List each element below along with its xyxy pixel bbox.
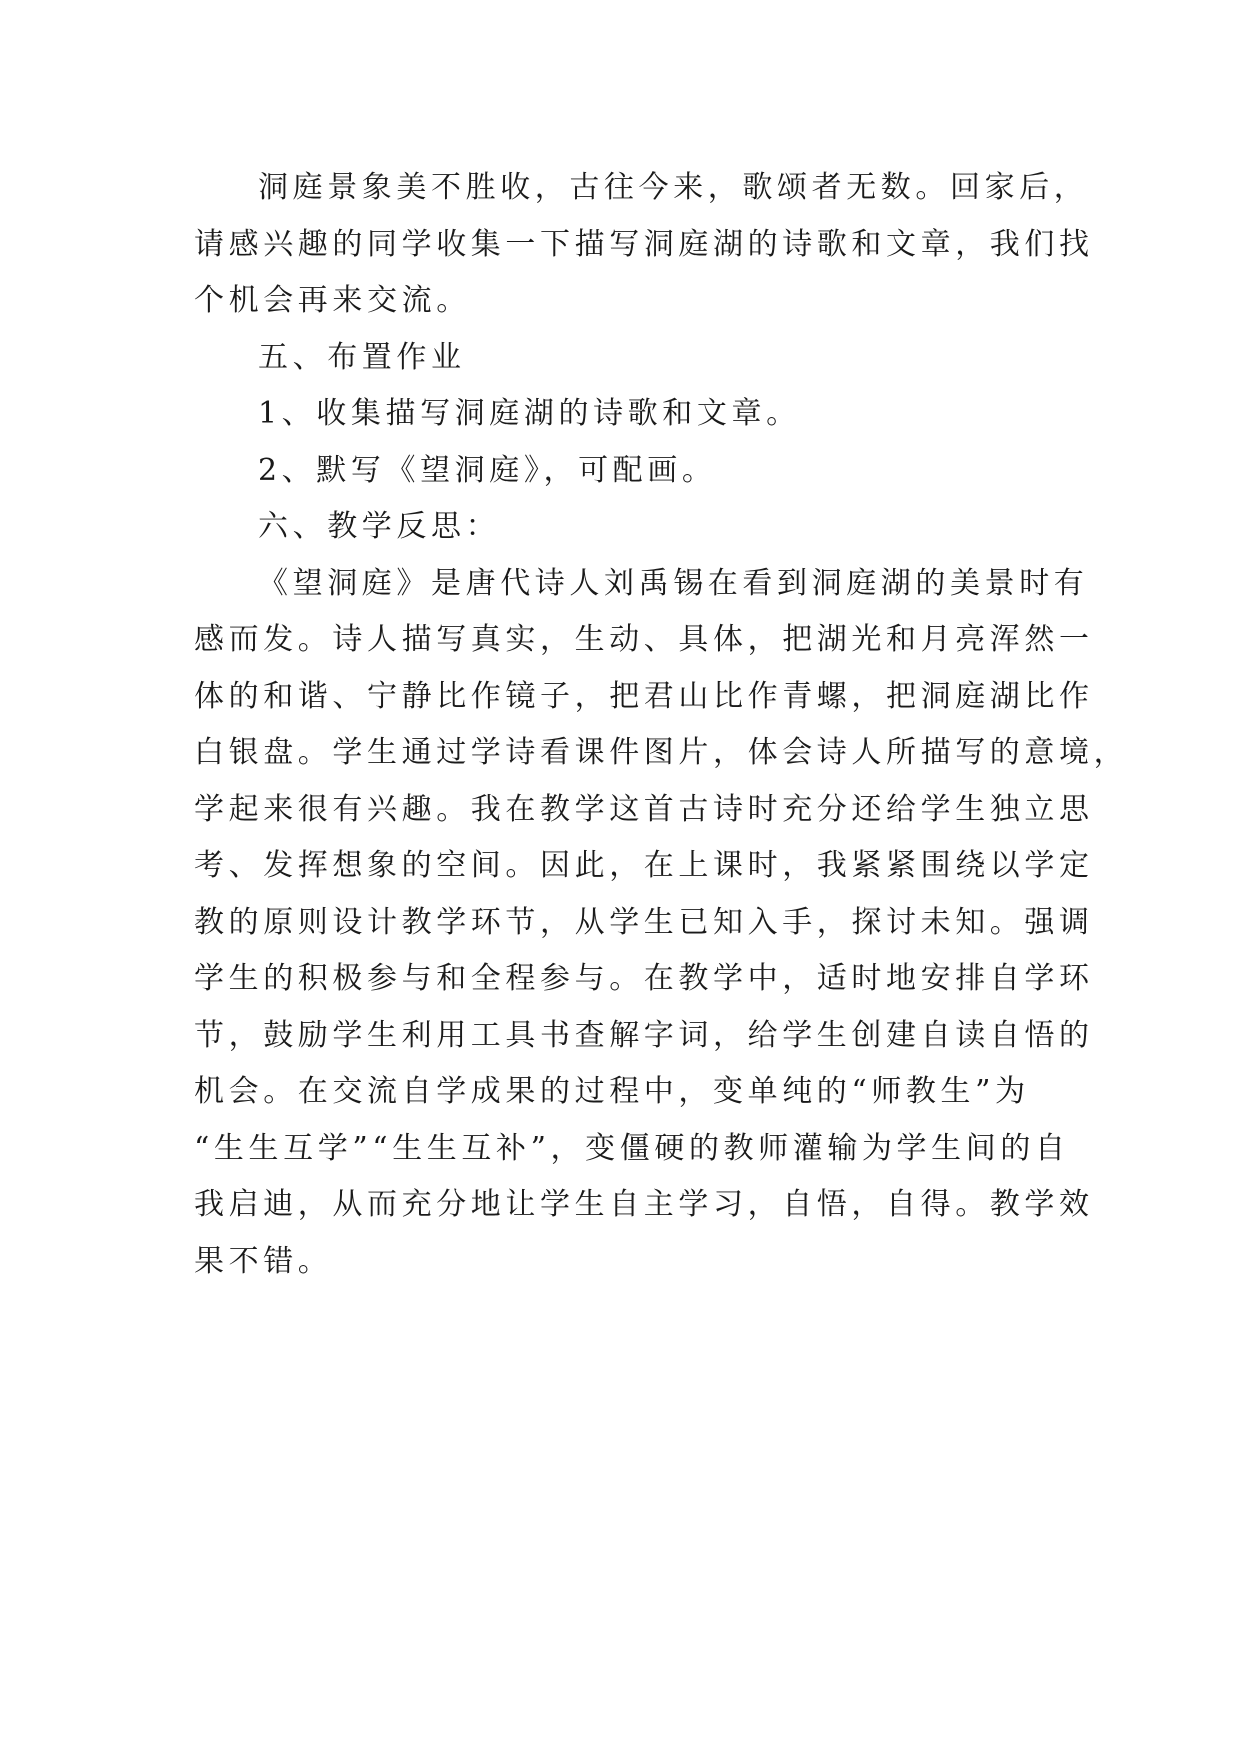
text-line: 教的原则设计教学环节，从学生已知入手，探讨未知。强调: [194, 904, 1094, 940]
text-line: 感而发。诗人描写真实，生动、具体，把湖光和月亮浑然一: [194, 622, 1094, 657]
paragraph-reflection: [194, 556, 1129, 1291]
text-line: 《望洞庭》是唐代诗人刘禹锡在看到洞庭湖的美景时有: [258, 565, 1089, 601]
text-line: 学起来很有兴趣。我在教学这首古诗时充分还给学生独立思: [194, 791, 1094, 827]
homework-item-1: [194, 386, 1072, 443]
homework-item-2: [194, 443, 1072, 500]
section-heading-homework: [194, 330, 1072, 387]
list-item-text: 1、收集描写洞庭湖的诗歌和文章。: [258, 396, 801, 431]
text-line: 请感兴趣的同学收集一下描写洞庭湖的诗歌和文章，我们找: [194, 226, 1094, 262]
text-line: “生生互学”“生生互补”，变僵硬的教师灌输为学生间的自: [194, 1130, 1070, 1166]
paragraph-closing-summary: [194, 160, 1094, 330]
heading-text: 五、布置作业: [258, 339, 466, 375]
text-line: 学生的积极参与和全程参与。在教学中，适时地安排自学环: [194, 961, 1094, 996]
document-body: [194, 160, 1129, 1290]
section-heading-reflection: [194, 499, 1072, 556]
heading-text: 六、教学反思：: [258, 509, 501, 544]
text-line: 我启迪，从而充分地让学生自主学习，自悟，自得。教学效: [194, 1187, 1094, 1222]
list-item-text: 2、默写《望洞庭》，可配画。: [258, 452, 717, 488]
text-line: 个机会再来交流。: [194, 283, 471, 318]
text-line: 考、发挥想象的空间。因此，在上课时，我紧紧围绕以学定: [194, 848, 1094, 883]
text-line: 机会。在交流自学成果的过程中，变单纯的“师教生”为: [194, 1074, 1030, 1109]
text-line: 洞庭景象美不胜收，古往今来，歌颂者无数。回家后，: [258, 170, 1089, 205]
text-line: 果不错。: [194, 1243, 333, 1279]
text-line: 节，鼓励学生利用工具书查解字词，给学生创建自读自悟的: [194, 1017, 1094, 1053]
text-line: 白银盘。学生通过学诗看课件图片，体会诗人所描写的意境，: [194, 735, 1129, 770]
text-line: 体的和谐、宁静比作镜子，把君山比作青螺，把洞庭湖比作: [194, 678, 1094, 714]
